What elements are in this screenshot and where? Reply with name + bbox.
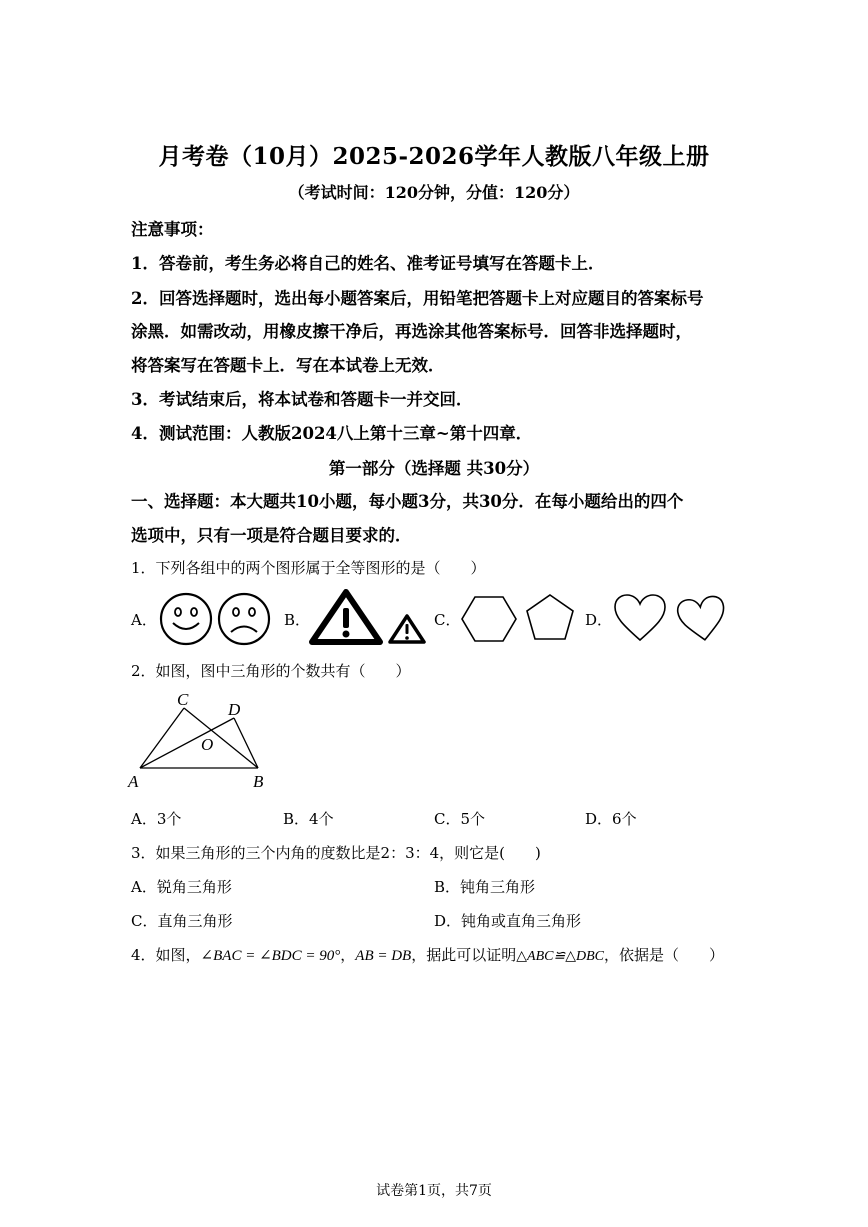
notice-item: 3．考试结束后，将本试卷和答题卡一并交回． [131,390,473,409]
question-3-stem: 3．如果三角形的三个内角的度数比是2：3：4，则它是( ) [131,844,541,862]
q2-option-a: A．3个 [131,810,182,828]
q4-prefix: 4．如图， [131,946,201,964]
segment-ac [140,708,184,768]
point-label-c: C [177,690,189,709]
section-heading-cont: 选项中，只有一项是符合题目要求的． [131,526,412,545]
q1-option-c-label: C． [434,611,461,629]
question-4-stem [131,944,724,965]
notice-item: 1．答卷前，考生务必将自己的姓名、准考证号填写在答题卡上． [131,254,605,273]
q4-separator: ， [340,946,356,964]
point-label-b: B [253,772,264,791]
q3-option-c: C．直角三角形 [131,912,233,930]
warning-sign-icon [387,613,427,645]
q1-option-d-label: D． [585,611,613,629]
notice-item: 涂黑．如需改动，用橡皮擦干净后，再选涂其他答案标号．回答非选择题时， [131,322,692,341]
notice-item: 4．测试范围：人教版2024八上第十三章~第十四章． [131,424,533,443]
q3-option-a: A．锐角三角形 [131,878,232,896]
notice-heading: 注意事项： [131,220,214,239]
page-title: 月考卷（10月）2025-2026学年人教版八年级上册 [158,143,710,170]
sad-face-icon [216,591,272,647]
exam-info: （考试时间：120分钟，分值：120分） [288,183,580,202]
q2-option-c: C．5个 [434,810,486,828]
q2-option-b: B．4个 [283,810,334,828]
heart-icon [613,593,667,643]
q1-option-a-label: A． [131,611,157,629]
q2-option-d: D．6个 [585,810,637,828]
section-heading: 一、选择题：本大题共10小题，每小题3分，共30分．在每小题给出的四个 [131,492,684,511]
q4-angle-condition: ∠BAC = ∠BDC = 90° [200,948,341,964]
segment-ad [140,718,234,768]
point-label-o: O [201,735,214,754]
point-label-a: A [128,772,139,791]
triangle-figure [125,688,275,793]
part-title: 第一部分（选择题 共30分） [328,459,540,478]
q4-congruence: △ABC≌△DBC [516,949,604,964]
q3-option-d: D．钝角或直角三角形 [434,912,582,930]
question-2-stem: 2．如图，图中三角形的个数共有（ ） [131,662,411,680]
hexagon-icon [460,595,518,643]
notice-item: 2．回答选择题时，选出每小题答案后，用铅笔把答题卡上对应题目的答案标号 [131,289,704,308]
heart-icon [675,595,729,643]
question-1-stem: 1．下列各组中的两个图形属于全等图形的是（ ） [131,559,486,577]
q4-mid-text: ，据此可以证明 [411,946,517,964]
segment-db [234,718,258,768]
warning-sign-icon [309,588,383,646]
point-label-d: D [228,700,241,719]
smiley-face-icon [158,591,214,647]
pentagon-icon [524,593,576,641]
notice-item: 将答案写在答题卡上．写在本试卷上无效． [131,356,445,375]
q4-side-condition: AB = DB [355,948,412,964]
q1-option-b-label: B． [284,611,311,629]
q4-suffix: ，依据是（ ） [603,946,724,964]
q3-option-b: B．钝角三角形 [434,878,536,896]
page-footer: 试卷第1页，共7页 [376,1183,492,1199]
